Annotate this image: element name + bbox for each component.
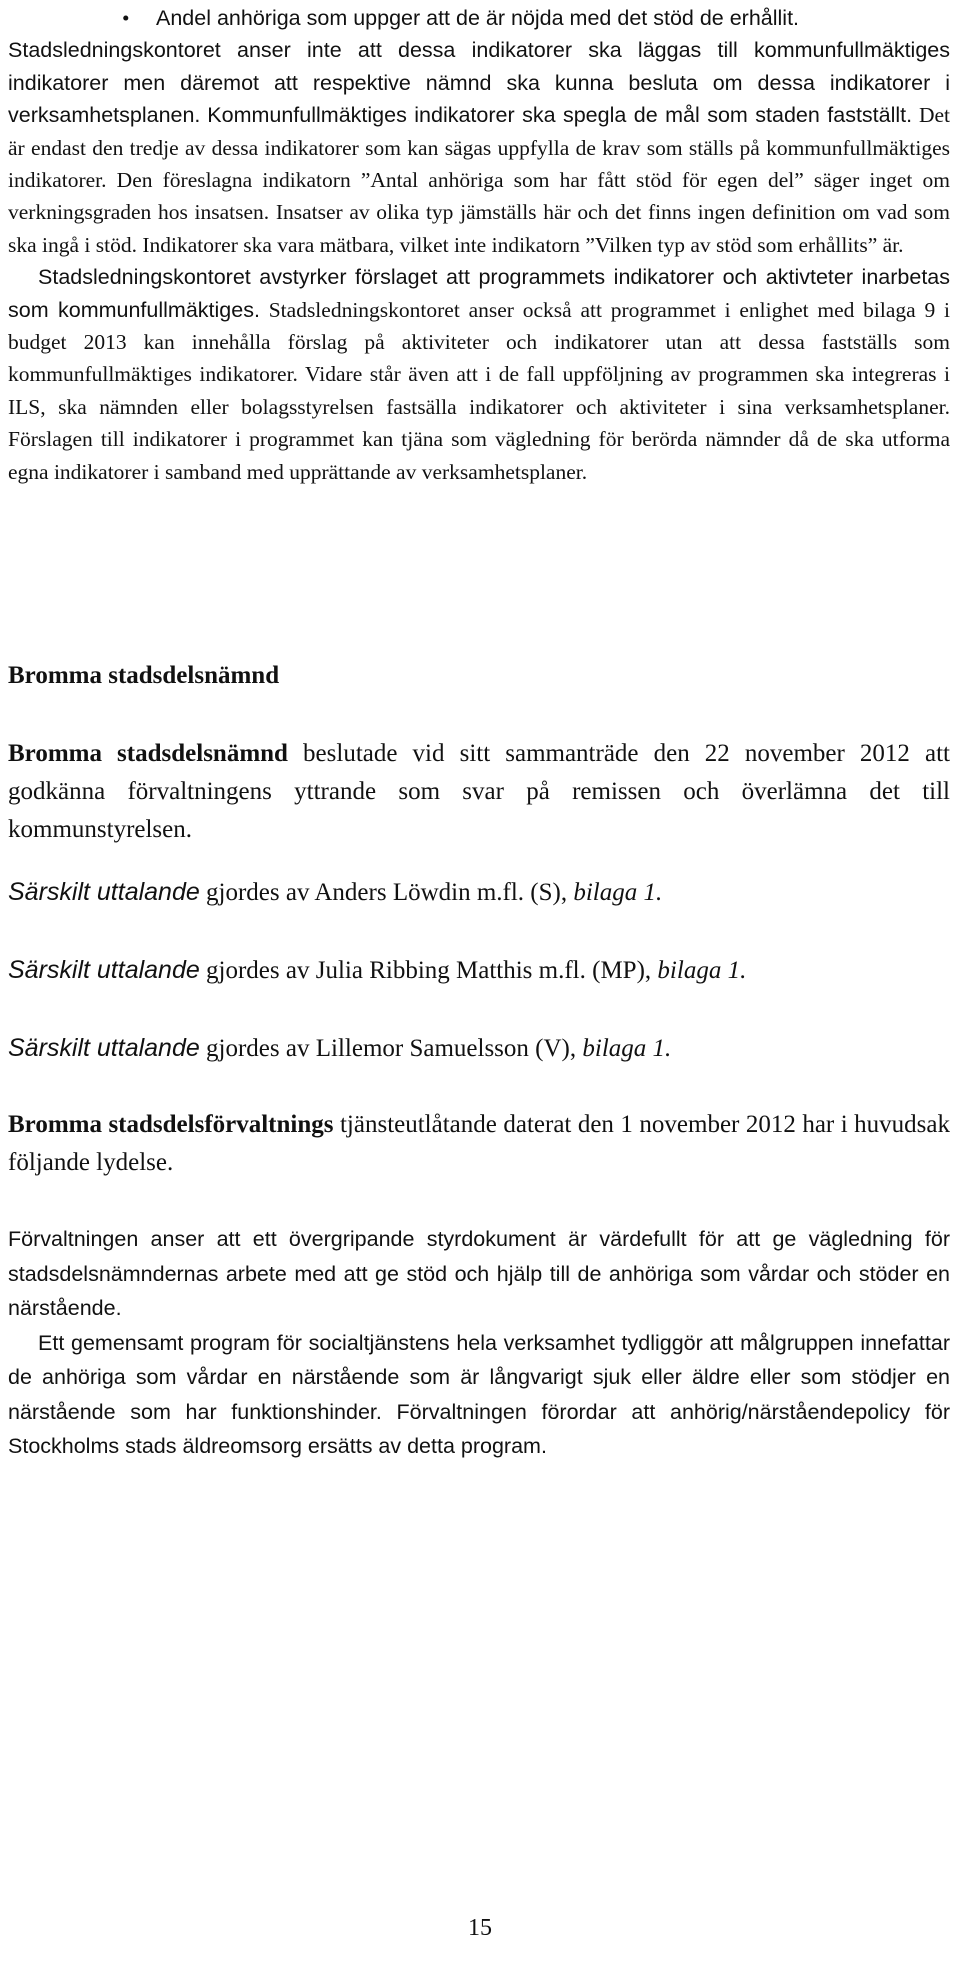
- decision-text: beslutade vid sitt sammanträde den 22 november 2012 att godkänna förvaltningens yttrande som svar på remissen och överlämna det till kommunstyrelsen.: [8, 740, 951, 843]
- förvaltning-section: [8, 1222, 950, 1464]
- special-statement: [8, 951, 950, 990]
- statement-attachment: bilaga 1.: [582, 1035, 672, 1062]
- statement-verb: gjordes av: [199, 957, 316, 984]
- page-number: 15: [468, 1915, 492, 1941]
- bullet-item: [8, 2, 950, 34]
- body-name: Bromma stadsdelsnämnd: [8, 740, 288, 767]
- bullet-icon: •: [122, 6, 130, 30]
- paragraph-indicators: [8, 34, 950, 261]
- bullet-text: Andel anhöriga som uppger att de är nöjda med det stöd de erhållit.: [156, 6, 800, 30]
- sentence: Stadsledningskontoret anser inte att dessa indikatorer ska läggas till kommunfullmäktiges indikatorer men däremot att respektive nämnd ska kunna besluta om dessa indikatorer i verksamhetsplanen.: [8, 38, 950, 128]
- statement-verb: gjordes av: [199, 879, 315, 906]
- nämnd-section: [8, 735, 951, 1176]
- decision-paragraph: [8, 735, 950, 849]
- administration-name: Bromma stadsdelsförvaltnings: [8, 1111, 334, 1138]
- statement-who: Julia Ribbing Matthis m.fl. (MP),: [315, 957, 658, 984]
- sentence: Stadsledningskontoret avstyrker förslaget att programmets indikatorer och aktivteter inarbetas som kommunfullmäktiges.: [8, 265, 950, 322]
- statement-who: Anders Löwdin m.fl. (S),: [314, 879, 574, 906]
- remiss-section: [8, 2, 950, 488]
- sentence: Stadsledningskontoret anser också att programmet i enlighet med bilaga 9 i budget 2013 kan innehålla förslag på aktiviteter och indikatorer utan att dessa fastställs som kommunfullmäktiges indikatorer. Vidare står även att i de fall uppföljning av programmen ska integreras i ILS, ska nämnden eller bolagsstyrelsen fastsälla indikatorer och aktiviteter i sina verksamhetsplaner. Förslagen till indikatorer i programmet kan tjäna som vägledning för berörda nämnder då de ska utforma egna indikatorer i samband med upprättande av verksamhetsplaner.: [8, 297, 950, 484]
- paragraph-program: Ett gemensamt program för socialtjänstens hela verksamhet tydliggör att målgruppen innefattar de anhöriga som vårdar en närstående som är långvarigt sjuk eller äldre eller som stödjer en närstående som har funktionshinder. Förvaltningen förordar att anhörig/närståendepolicy för Stockholms stads äldreomsorg ersätts av detta program.: [8, 1330, 950, 1458]
- administration-paragraph: [8, 1106, 950, 1182]
- sentence: Indikatorer ska vara mätbara, vilket inte indikatorn ”Vilken typ av stöd som erhållits” är.: [142, 232, 904, 257]
- statement-who: Lillemor Samuelsson (V),: [315, 1035, 583, 1062]
- statement-attachment: bilaga 1.: [573, 879, 663, 906]
- paragraph-recommendation: [8, 261, 950, 488]
- sentence: Den föreslagna indikatorn ”Antal anhöriga som har fått stöd för egen del” säger inget om verkningsgraden hos insatsen.: [8, 168, 951, 225]
- sentence: Kommunfullmäktiges indikatorer ska spegla de mål som staden fastställt.: [207, 103, 913, 128]
- section-heading: Bromma stadsdelsnämnd: [8, 662, 280, 689]
- administration-text: tjänsteutlåtande daterat den 1 november 2012 har i huvudsak följande lydelse.: [8, 1111, 950, 1176]
- statement-label: Särskilt uttalande: [8, 1034, 200, 1062]
- sentence: Insatser av olika typ jämställs här och det finns ingen definition om vad som ska ingå i stöd.: [8, 200, 951, 257]
- statement-label: Särskilt uttalande: [8, 956, 200, 984]
- statement-label: Särskilt uttalande: [8, 878, 200, 906]
- special-statement: [8, 1029, 950, 1068]
- statement-verb: gjordes av: [199, 1035, 316, 1062]
- special-statement: [8, 873, 950, 912]
- paragraph-guidance: Förvaltningen anser att ett övergripande styrdokument är värdefullt för att ge vägledning för stadsdelsnämndernas arbete med att ge stöd och hjälp till de anhöriga som vårdar och stöder en närstående.: [8, 1227, 950, 1320]
- sentence: Det är endast den tredje av dessa indikatorer som kan sägas uppfylla de krav som ställs på kommunfullmäktiges indikatorer.: [8, 103, 950, 193]
- statement-attachment: bilaga 1.: [657, 957, 747, 984]
